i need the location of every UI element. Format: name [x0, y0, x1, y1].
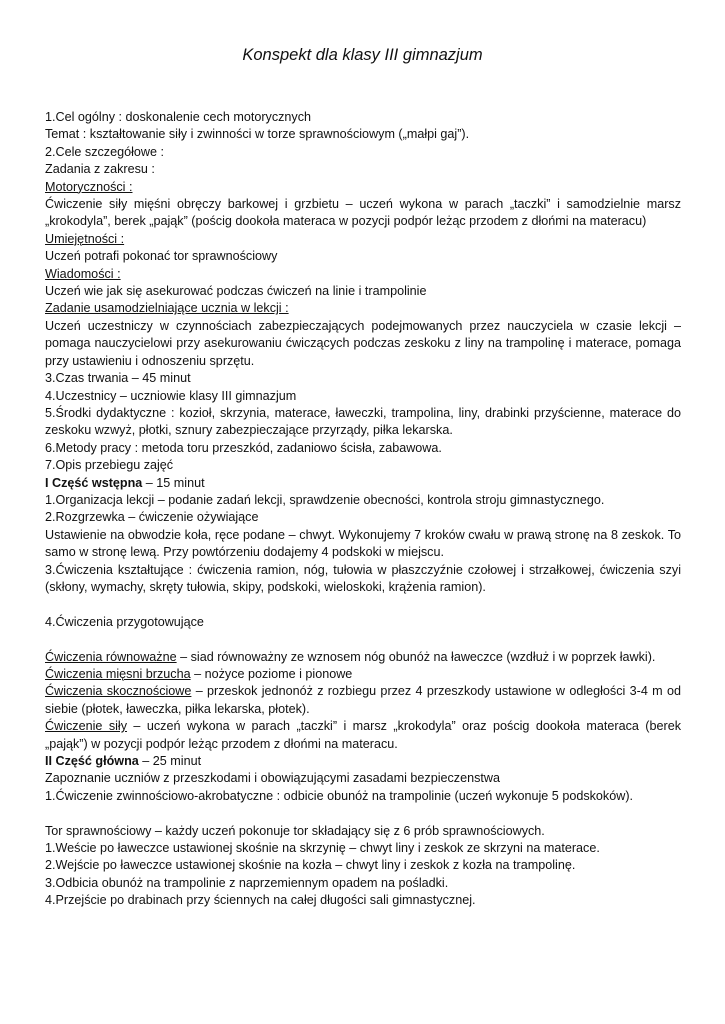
document-title: Konspekt dla klasy III gimnazjum [242, 46, 483, 64]
main-part-line [45, 753, 681, 770]
obstacle-course-line: Tor sprawnościowy – każdy uczeń pokonuje tor składający się z 6 prób sprawnościowych. [45, 823, 545, 838]
spacer [45, 596, 681, 613]
course-description-line: 7.Opis przebiegu zajęć [45, 458, 174, 473]
methods-line: 6.Metody pracy : metoda toru przeszkód, zadaniowo ścisła, zabawowa. [45, 440, 442, 455]
preparatory-exercises-line: 4.Ćwiczenia przygotowujące [45, 614, 204, 629]
warmup-paragraph: Ustawienie na obwodzie koła, ręce podane – chwyt. Wykonujemy 7 kroków cwału w prawą stronę na 8 zeskok. To samo w stronę lewą. Przy powtórzeniu dodajemy 4 podskoki w miejscu. [45, 527, 681, 560]
balance-heading: Ćwiczenia równoważne [45, 649, 177, 664]
shaping-exercises-paragraph: 3.Ćwiczenia kształtujące : ćwiczenia ramion, nóg, tułowia w płaszczyźnie czołowej i strzałkowej, ćwiczenia szyi (skłony, wymachy, skręty tułowia, skipy, podskoki, wieloskoki, krążenia ramion). [45, 562, 681, 594]
organization-line: 1.Organizacja lekcji – podanie zadań lekcji, sprawdzenie obecności, kontrola stroju gimnastycznego. [45, 492, 605, 507]
balance-text: – siad równoważny ze wznosem nóg obunóż na ławeczce (wzdłuż i w poprzek ławki). [176, 649, 656, 664]
course-step-3: 3.Odbicia obunóż na trampolinie z naprzemiennym opadem na pośladki. [45, 875, 449, 890]
detailed-goals-line: 2.Cele szczegółowe : [45, 144, 165, 159]
spacer [45, 631, 681, 648]
spacer [45, 805, 681, 822]
warmup-line: 2.Rozgrzewka – ćwiczenie ożywiające [45, 510, 259, 525]
intro-part-heading: I Część wstępna [45, 475, 143, 490]
topic-line: Temat : kształtowanie siły i zwinności w torze sprawnościowym („małpi gaj”). [45, 127, 470, 142]
balance-exercise [45, 649, 681, 666]
tasks-line: Zadania z zakresu : [45, 162, 155, 177]
abdominal-heading: Ćwiczenia mięsni brzucha [45, 666, 191, 681]
abdominal-exercise [45, 666, 681, 683]
independence-paragraph: Uczeń uczestniczy w czynnościach zabezpieczających podejmowanych przez nauczyciela w czasie lekcji – pomaga nauczycielowi przy asekurowaniu ćwiczących podczas zeskoku z liny na trampolinę i materace, pomaga przy ustawieniu i odnoszeniu sprzętu. [45, 318, 681, 368]
skills-heading: Umiejętności : [45, 231, 125, 246]
course-step-4: 4.Przejście po drabinach przy ściennych na całej długości sali gimnastycznej. [45, 893, 476, 908]
goal-line: 1.Cel ogólny : doskonalenie cech motorycznych [45, 110, 312, 124]
agility-exercise-line: 1.Ćwiczenie zwinnościowo-akrobatyczne : odbicie obunóż na trampolinie (uczeń wykonuje 5 podskoków). [45, 788, 634, 803]
means-paragraph: 5.Środki dydaktyczne : kozioł, skrzynia, materace, ławeczki, trampolina, liny, drabinki przyścienne, materace do zeskoku wzwyż, płotki, sznury zabezpieczające przyrządy, piłka lekarska. [45, 405, 681, 438]
safety-intro-line: Zapoznanie uczniów z przeszkodami i obowiązującymi zasadami bezpieczenstwa [45, 771, 500, 786]
jumping-heading: Ćwiczenia skocznościowe [45, 684, 192, 699]
duration-line: 3.Czas trwania – 45 minut [45, 371, 191, 386]
participants-line: 4.Uczestnicy – uczniowie klasy III gimnazjum [45, 388, 297, 403]
jumping-exercise [45, 683, 681, 718]
knowledge-paragraph: Uczeń wie jak się asekurować podczas ćwiczeń na linie i trampolinie [45, 284, 427, 299]
abdominal-text: – nożyce poziome i pionowe [190, 666, 353, 681]
course-step-1: 1.Weście po ławeczce ustawionej skośnie na skrzynię – chwyt liny i zeskok ze skrzyni na materace. [45, 841, 600, 856]
main-part-heading: II Część główna [45, 754, 139, 768]
jumping-text: – przeskok jednonóż z rozbiegu przez 4 przeszkody ustawione w odległości 3-4 m od siebie (płotek, ławeczka, piłka lekarska, płotek). [45, 684, 681, 716]
motor-heading: Motoryczności : [45, 179, 133, 194]
strength-text: – uczeń wykona w parach „taczki” i marsz „krokodyla” oraz pościg dookoła materaca (berek „pająk”) w pozycji podpór leżąc przodem z dłońmi na materacu. [45, 719, 681, 751]
skills-paragraph: Uczeń potrafi pokonać tor sprawnościowy [45, 249, 278, 264]
intro-part-line [45, 475, 681, 492]
motor-paragraph: Ćwiczenie siły mięśni obręczy barkowej i grzbietu – uczeń wykona w parach „taczki” i samodzielnie marsz „krokodyla”, berek „pająk” (pościg dookoła materaca w pozycji podpór leżąc przodem z dłońmi na materacu) [45, 197, 681, 229]
intro-part-time: – 15 minut [142, 475, 205, 490]
knowledge-heading: Wiadomości : [45, 266, 121, 281]
course-step-2: 2.Wejście po ławeczce ustawionej skośnie na kozła – chwyt liny i zeskok z kozła na trampolinę. [45, 858, 576, 873]
independence-heading: Zadanie usamodzielniające ucznia w lekcji : [45, 301, 289, 316]
strength-heading: Ćwiczenie siły [45, 719, 128, 734]
document-body [45, 109, 681, 910]
main-part-time: – 25 minut [138, 754, 202, 768]
strength-exercise [45, 718, 681, 753]
